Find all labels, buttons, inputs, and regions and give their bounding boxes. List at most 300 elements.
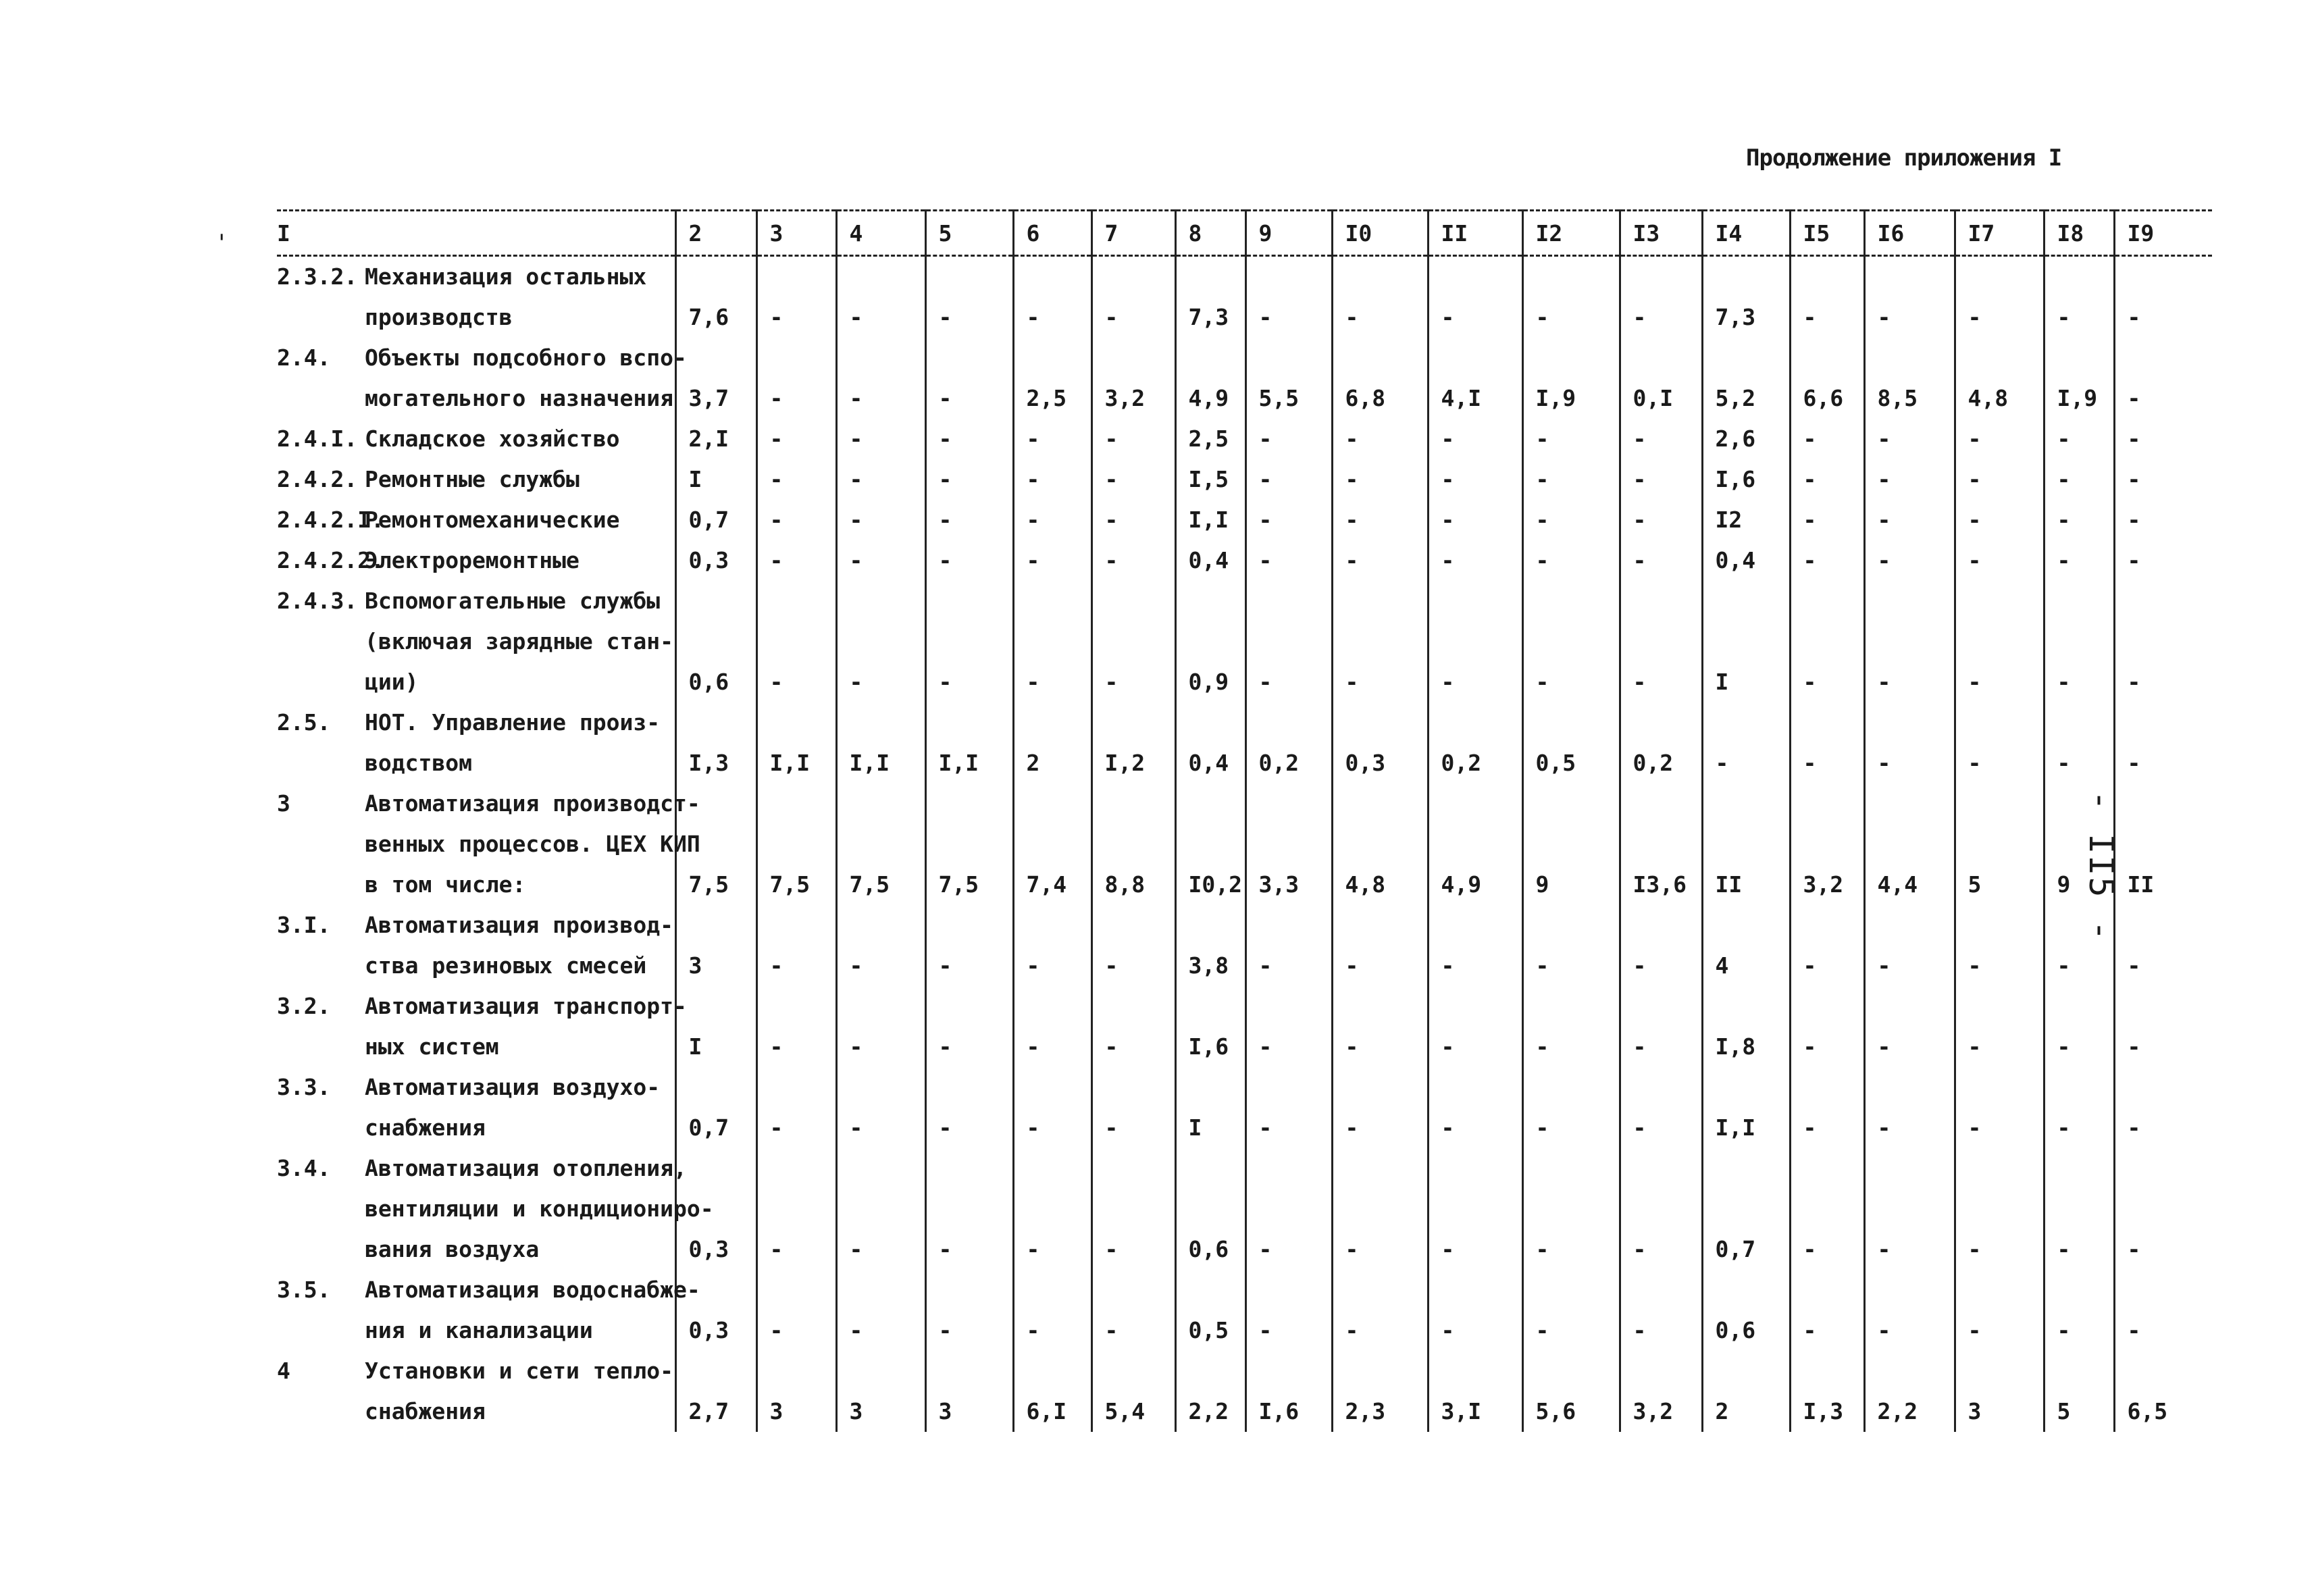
cell-value: 0,3 [688,1317,729,1343]
table-cell [1522,338,1620,419]
cell-spacer [1536,783,1619,824]
row-label-cell [277,500,675,540]
table-cell [1091,986,1175,1067]
row-label-line [277,419,675,459]
cell-spacer [1803,338,1863,378]
table-cell [1790,986,1864,1067]
row-label-text: Автоматизация производст- [365,790,700,817]
cell-spacer [1716,1270,1789,1310]
cell-spacer [770,783,835,824]
cell-value: - [1968,466,1982,492]
table-cell [1013,702,1091,783]
cell-value: - [1345,547,1359,573]
cell-spacer [1716,581,1789,621]
cell-spacer [1803,1351,1863,1391]
column-header: II [1428,211,1522,256]
table-cell [1175,500,1245,540]
row-label-line [277,378,675,419]
cell-value: 0,6 [1715,1317,1756,1343]
cell-spacer [1345,824,1427,865]
row-label-cell [277,338,687,419]
row-label-text: Автоматизация отопления, [365,1155,687,1181]
table-cell [1955,459,2044,500]
table-cell [836,1148,925,1270]
table-cell [1790,905,1864,986]
cell-value: - [1877,1236,1891,1262]
cell-spacer [770,986,835,1027]
cell-value: - [1345,466,1359,492]
table-cell [1332,1351,1428,1432]
table-cell [1175,986,1245,1067]
cell-value: - [1441,952,1455,979]
cell-value: 3 [769,1398,783,1424]
table-cell [1245,540,1332,581]
cell-value: 0,3 [688,547,729,573]
cell-spacer [939,257,1012,297]
table-cell [1428,500,1522,540]
cell-spacer [939,1351,1012,1391]
table-cell [2114,540,2212,581]
cell-value: 2,7 [688,1398,729,1424]
cell-value: - [769,1033,783,1060]
cell-value: 4,9 [1188,385,1229,411]
column-header: 3 [756,211,836,256]
table-cell [1702,986,1790,1067]
cell-spacer [1633,1189,1701,1229]
cell-spacer [1968,1351,2043,1391]
row-number: 4 [277,1358,290,1384]
cell-spacer [1878,1189,1954,1229]
cell-spacer [1189,824,1245,865]
cell-value: - [1104,304,1119,330]
cell-spacer [1441,581,1522,621]
cell-value: - [1968,547,1982,573]
cell-value: - [2127,952,2141,979]
table-cell [1013,540,1091,581]
cell-spacer [1189,702,1245,743]
cell-spacer [1803,1148,1863,1189]
row-label-line [277,540,675,581]
table-cell [1428,1067,1522,1148]
table-cell [675,419,756,459]
cell-value: 5,5 [1258,385,1300,411]
cell-spacer [2128,621,2213,662]
table-cell [1522,702,1620,783]
column-header: I6 [1864,211,1955,256]
cell-value: 0,6 [1188,1236,1229,1262]
cell-spacer [2057,824,2113,865]
cell-value: - [849,304,863,330]
table-cell [925,1148,1013,1270]
column-header: I4 [1702,211,1790,256]
table-cell [1013,338,1091,419]
row-label-text: Автоматизация водоснабже- [365,1277,700,1303]
table-cell [1245,1351,1332,1432]
cell-value: - [1968,669,1982,695]
table-cell [2044,1351,2114,1432]
cell-spacer [1027,1189,1091,1229]
table-cell [1790,1270,1864,1351]
cell-spacer [1027,986,1091,1027]
table-cell [2114,1148,2212,1270]
cell-value: - [849,952,863,979]
row-label-text: Объекты подсобного вспо- [365,344,687,371]
table-cell [756,256,836,338]
cell-value: - [1968,1033,1982,1060]
cell-value: - [769,952,783,979]
cell-value: - [1535,466,1549,492]
table-cell [2044,1148,2114,1270]
table-cell [1864,1270,1955,1351]
cell-value: - [1104,507,1119,533]
cell-spacer [2128,1148,2213,1189]
cell-value: - [938,507,952,533]
cell-value: - [2057,750,2071,776]
cell-spacer [1968,905,2043,946]
cell-spacer [1345,1351,1427,1391]
cell-value: I,9 [1535,385,1576,411]
cell-value: - [849,385,863,411]
row-number: 3.I. [277,912,331,938]
row-label-text: Ремонтные службы [365,466,580,492]
table-cell [675,500,756,540]
row-number: 3.2. [277,993,331,1019]
table-cell [1702,419,1790,459]
cell-value: - [2057,426,2071,452]
cell-value: - [1258,1114,1272,1141]
cell-value: 2,3 [1345,1398,1386,1424]
cell-spacer [1633,1148,1701,1189]
table-cell [756,419,836,459]
cell-spacer [2057,905,2113,946]
cell-value: - [1345,669,1359,695]
cell-spacer [770,824,835,865]
cell-spacer [770,1067,835,1108]
cell-spacer [1536,581,1619,621]
table-cell [836,338,925,419]
table-cell [1245,905,1332,986]
table-cell [1013,256,1091,338]
row-label-cell [277,905,675,986]
cell-value: - [1632,547,1647,573]
table-cell [1428,986,1522,1067]
table-cell [925,1067,1013,1148]
table-cell [2044,338,2114,419]
row-label-text: Ремонтомеханические [365,507,620,533]
table-cell [925,1351,1013,1432]
cell-spacer [1536,338,1619,378]
row-label-text: ния и канализации [365,1317,593,1343]
cell-spacer [2128,1270,2213,1310]
table-cell [925,783,1013,905]
cell-value: - [1535,1033,1549,1060]
cell-value: 3 [938,1398,952,1424]
table-cell [756,783,836,905]
cell-value: - [1877,1114,1891,1141]
data-table [277,209,2212,1432]
row-label-line [277,702,675,743]
cell-value: - [1441,547,1455,573]
table-cell [925,256,1013,338]
cell-spacer [1345,621,1427,662]
table-cell [1245,986,1332,1067]
cell-spacer [2057,1148,2113,1189]
cell-spacer [1345,1189,1427,1229]
table-cell [1620,1270,1702,1351]
table-cell [1522,419,1620,459]
cell-spacer [689,1067,756,1108]
cell-spacer [1716,824,1789,865]
table-cell [1702,500,1790,540]
cell-spacer [1716,1148,1789,1189]
cell-spacer [1803,621,1863,662]
table-cell [1245,1148,1332,1270]
cell-value: 8,8 [1104,871,1146,898]
cell-value: - [1803,466,1817,492]
table-cell [1013,1351,1091,1432]
cell-value: - [1803,952,1817,979]
row-label-line [277,1270,700,1310]
table-cell [2044,500,2114,540]
table-cell [756,1351,836,1432]
cell-value: 2,5 [1026,385,1067,411]
cell-value: - [849,426,863,452]
cell-spacer [770,905,835,946]
table-cell [2044,256,2114,338]
cell-spacer [850,783,925,824]
cell-spacer [1968,1067,2043,1108]
cell-value: 4,9 [1441,871,1482,898]
table-cell [1955,419,2044,459]
cell-spacer [939,824,1012,865]
table-cell [1790,581,1864,702]
table-cell [1245,459,1332,500]
cell-value: 0,2 [1258,750,1300,776]
cell-spacer [1716,986,1789,1027]
cell-value: 2,6 [1715,426,1756,452]
side-page-number: - II5 - [2082,790,2121,942]
cell-value: - [938,547,952,573]
row-label-line [277,824,700,865]
table-cell [1620,702,1702,783]
table-cell [1428,905,1522,986]
table-cell [836,1270,925,1351]
cell-spacer [939,905,1012,946]
table-cell [925,702,1013,783]
table-cell [1620,1067,1702,1148]
cell-spacer [2057,257,2113,297]
cell-spacer [770,338,835,378]
table-cell [1620,338,1702,419]
row-label-line [277,338,687,378]
table-cell [925,500,1013,540]
cell-value: I,9 [2057,385,2098,411]
cell-value: - [1803,1033,1817,1060]
cell-value: - [1632,304,1647,330]
cell-spacer [689,257,756,297]
cell-spacer [1259,702,1331,743]
table-cell [1790,540,1864,581]
cell-value: - [2057,304,2071,330]
table-cell [1245,338,1332,419]
cell-spacer [1441,257,1522,297]
cell-spacer [1027,783,1091,824]
cell-spacer [1027,905,1091,946]
cell-spacer [1803,257,1863,297]
cell-spacer [1716,783,1789,824]
cell-value: 3,3 [1258,871,1300,898]
table-cell [1332,459,1428,500]
table-cell [1620,256,1702,338]
table-cell [1428,419,1522,459]
cell-value: - [1803,507,1817,533]
row-label-text: в том числе: [365,871,526,898]
table-cell [1790,500,1864,540]
cell-value: - [1632,1236,1647,1262]
cell-spacer [1633,257,1701,297]
row-number: 3.3. [277,1074,331,1100]
cell-spacer [1968,702,2043,743]
cell-spacer [1259,1148,1331,1189]
table-cell [1790,338,1864,419]
cell-value: I,3 [1803,1398,1844,1424]
cell-value: - [849,1236,863,1262]
table-cell [2044,1067,2114,1148]
row-label-line [277,662,675,702]
table-cell [1702,459,1790,500]
row-label-text: Автоматизация транспорт- [365,993,687,1019]
cell-spacer [1441,1148,1522,1189]
table-cell [1702,256,1790,338]
table-cell [1013,419,1091,459]
cell-value: 7,5 [688,871,729,898]
cell-value: - [1026,426,1040,452]
table-cell [756,1148,836,1270]
cell-spacer [1259,986,1331,1027]
cell-value: - [1026,1236,1040,1262]
table-cell [836,905,925,986]
table-cell [1955,783,2044,905]
table-cell [1428,338,1522,419]
cell-spacer [2057,986,2113,1027]
row-label-line [277,500,675,540]
table-cell [1955,256,2044,338]
cell-spacer [1345,702,1427,743]
row-label-text: НОТ. Управление произ- [365,709,661,736]
cell-spacer [1803,581,1863,621]
cell-value: - [1104,1114,1119,1141]
cell-spacer [689,621,756,662]
cell-spacer [850,986,925,1027]
cell-value: 3,8 [1188,952,1229,979]
cell-value: - [1258,507,1272,533]
table-cell [1091,338,1175,419]
cell-spacer [1716,702,1789,743]
cell-spacer [1105,1148,1175,1189]
row-label-line [277,297,675,338]
cell-value: - [1441,1317,1455,1343]
cell-value: 9 [1535,871,1549,898]
table-cell [675,581,756,702]
table-cell [925,540,1013,581]
table-row [277,1067,2212,1148]
table-row [277,905,2212,986]
cell-value: - [1968,1114,1982,1141]
cell-spacer [2057,1351,2113,1391]
row-number: 3 [277,790,290,817]
cell-spacer [939,581,1012,621]
cell-value: - [1441,1033,1455,1060]
table-cell [1332,419,1428,459]
cell-spacer [1633,1067,1701,1108]
row-label-text: вания воздуха [365,1236,540,1262]
cell-value: - [1258,669,1272,695]
cell-value: I,2 [1104,750,1146,776]
cell-value: - [1877,669,1891,695]
table-row [277,256,2212,338]
table-cell [925,986,1013,1067]
table-cell [756,702,836,783]
table-cell [1091,1067,1175,1148]
cell-value: - [1715,750,1729,776]
cell-value: - [1258,1236,1272,1262]
cell-value: - [1803,669,1817,695]
row-label-text: снабжения [365,1398,486,1424]
cell-spacer [1105,1067,1175,1108]
table-cell [1332,256,1428,338]
cell-value: 0,3 [1345,750,1386,776]
table-cell [2044,540,2114,581]
table-cell [675,1351,756,1432]
cell-value: - [1345,1033,1359,1060]
cell-value: - [1258,1317,1272,1343]
table-cell [1702,338,1790,419]
cell-spacer [1105,257,1175,297]
table-cell [756,459,836,500]
cell-spacer [1716,905,1789,946]
column-header: 5 [925,211,1013,256]
table-cell [2044,702,2114,783]
cell-spacer [1105,621,1175,662]
cell-spacer [2128,1189,2213,1229]
table-cell [2114,986,2212,1067]
table-cell [1864,1067,1955,1148]
table-cell [1428,702,1522,783]
cell-value: - [2127,1236,2141,1262]
cell-spacer [850,1189,925,1229]
cell-spacer [1536,1351,1619,1391]
cell-value: - [1026,304,1040,330]
cell-spacer [1536,824,1619,865]
table-cell [1955,500,2044,540]
cell-spacer [1803,824,1863,865]
cell-value: - [938,304,952,330]
cell-spacer [2128,1067,2213,1108]
cell-spacer [1259,1067,1331,1108]
cell-value: 6,8 [1345,385,1386,411]
table-cell [1620,500,1702,540]
cell-value: - [2057,547,2071,573]
table-cell [1245,419,1332,459]
table-cell [836,581,925,702]
cell-value: - [769,466,783,492]
cell-value: 6,5 [2127,1398,2168,1424]
cell-value: - [1104,669,1119,695]
cell-spacer [939,1148,1012,1189]
table-cell [1864,459,1955,500]
table-cell [1175,540,1245,581]
column-header: I0 [1332,211,1428,256]
